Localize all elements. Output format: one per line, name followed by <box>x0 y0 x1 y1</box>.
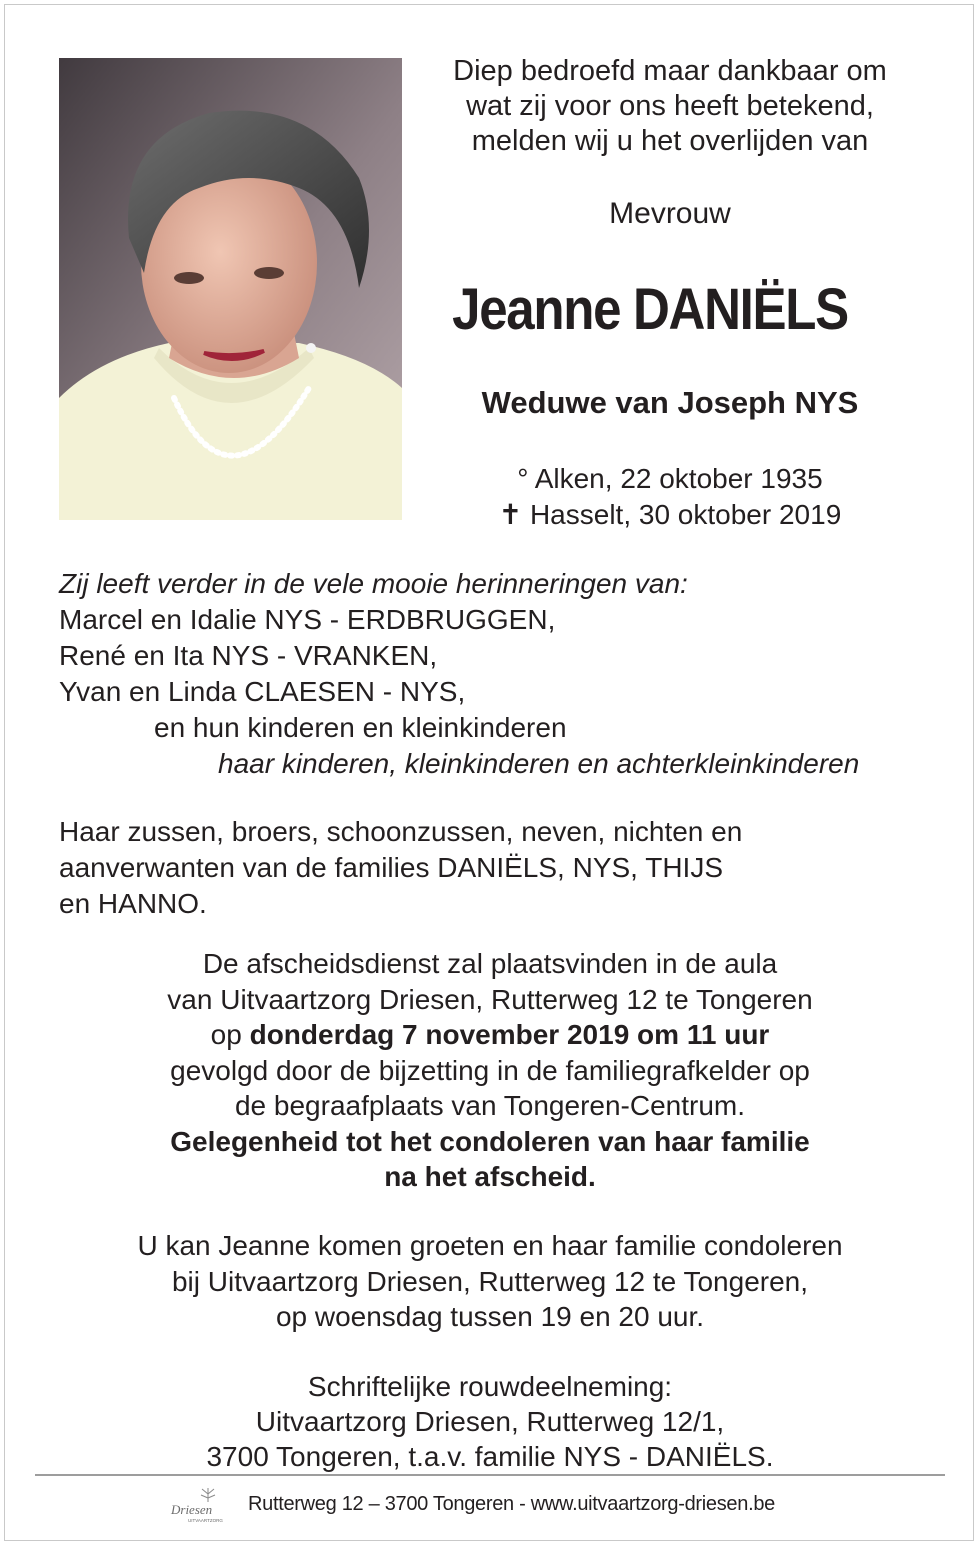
intro-line: Diep bedroefd maar dankbaar om <box>453 55 887 87</box>
visit-line: bij Uitvaartzorg Driesen, Rutterweg 12 te Tongeren, <box>171 1265 809 1297</box>
service-date: donderdag 7 november 2019 om 11 uur <box>249 1019 770 1050</box>
service-line: de begraafplaats van Tongeren-Centrum. <box>234 1090 746 1121</box>
widow-of: Weduwe van Joseph NYS <box>481 385 859 420</box>
salutation: Mevrouw <box>609 197 731 230</box>
family-line: Yvan en Linda CLAESEN - NYS, <box>59 676 466 707</box>
service-line: gevolgd door de bijzetting in de familiegrafkelder op <box>170 1054 810 1086</box>
relatives-line: aanverwanten van de families DANIËLS, NYS, THIJS <box>59 852 724 883</box>
logo-text: Driesen <box>171 1502 213 1517</box>
logo-subtext: UITVAARTZORG <box>188 1518 223 1523</box>
written-line: Uitvaartzorg Driesen, Rutterweg 12/1, <box>255 1406 725 1437</box>
visit-line: op woensdag tussen 19 en 20 uur. <box>275 1301 705 1332</box>
footer-address: Rutterweg 12 – 3700 Tongeren - www.uitvaartzorg-driesen.be <box>248 1493 775 1515</box>
family-line: Marcel en Idalie NYS - ERDBRUGGEN, <box>59 604 556 635</box>
divider <box>35 1474 945 1476</box>
service-info <box>0 946 980 1195</box>
life-dates <box>410 461 930 533</box>
service-date-line <box>0 1017 980 1053</box>
family-line: René en Ita NYS - VRANKEN, <box>59 640 438 671</box>
birth-date: ° Alken, 22 oktober 1935 <box>517 463 823 494</box>
death-date: ✝ Hasselt, 30 oktober 2019 <box>498 499 842 530</box>
written-line: 3700 Tongeren, t.a.v. familie NYS - DANIËLS. <box>206 1441 774 1472</box>
portrait-image <box>59 58 402 520</box>
service-line: De afscheidsdienst zal plaatsvinden in de aula <box>202 948 778 979</box>
relatives-line: Haar zussen, broers, schoonzussen, neven, nichten en <box>59 816 743 847</box>
intro-line: melden wij u het overlijden van <box>471 125 869 157</box>
condolence-note: na het afscheid. <box>384 1161 596 1192</box>
portrait-photo <box>59 58 402 520</box>
written-line: Schriftelijke rouwdeelneming: <box>307 1371 673 1402</box>
mourners-heading: Zij leeft verder in de vele mooie herinneringen van: <box>59 568 688 599</box>
intro-text <box>410 54 930 159</box>
condolence-note: Gelegenheid tot het condoleren van haar familie <box>170 1125 810 1157</box>
grandchildren-line: haar kinderen, kleinkinderen en achterkleinkinderen <box>218 748 860 779</box>
visit-line: U kan Jeanne komen groeten en haar familie condoleren <box>137 1230 843 1261</box>
service-date-prefix: op <box>210 1019 250 1050</box>
written-condolence <box>0 1369 980 1474</box>
service-line: van Uitvaartzorg Driesen, Rutterweg 12 te Tongeren <box>167 983 813 1015</box>
mourners-list <box>59 566 959 782</box>
children-line: en hun kinderen en kleinkinderen <box>154 712 567 743</box>
relatives-text <box>59 814 879 922</box>
driesen-logo-icon <box>168 1484 234 1524</box>
deceased-name: Jeanne DANIËLS <box>452 277 848 342</box>
visit-info <box>0 1228 980 1335</box>
intro-line: wat zij voor ons heeft betekend, <box>466 90 874 122</box>
relatives-line: en HANNO. <box>59 888 207 919</box>
